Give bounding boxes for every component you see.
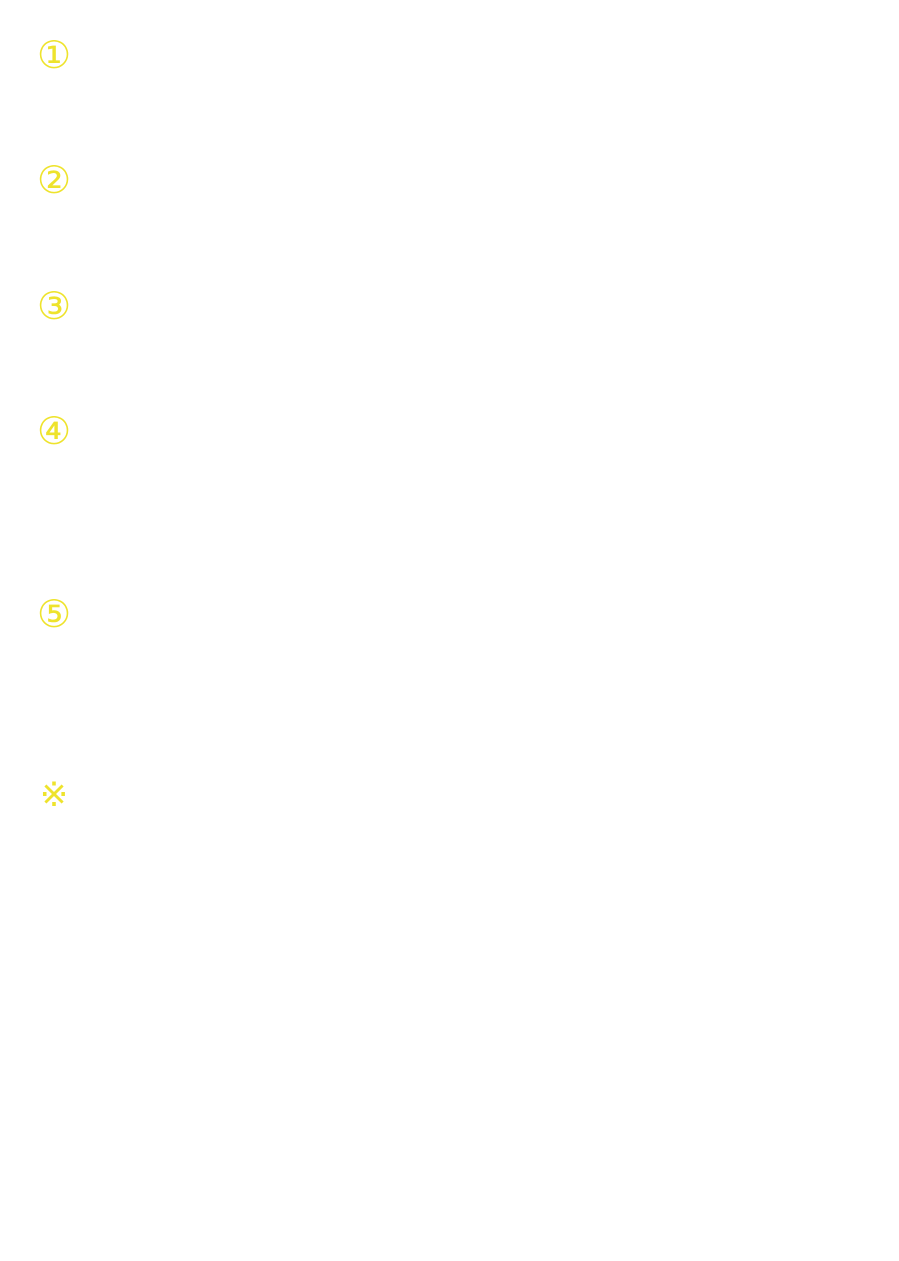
- reference-mark-icon: ※: [39, 775, 69, 815]
- circled-number-1: ①: [36, 33, 72, 77]
- circled-number-4: ④: [36, 409, 72, 453]
- circled-number-3: ③: [36, 284, 72, 328]
- circled-number-5: ⑤: [36, 592, 72, 636]
- circled-number-2: ②: [36, 158, 72, 202]
